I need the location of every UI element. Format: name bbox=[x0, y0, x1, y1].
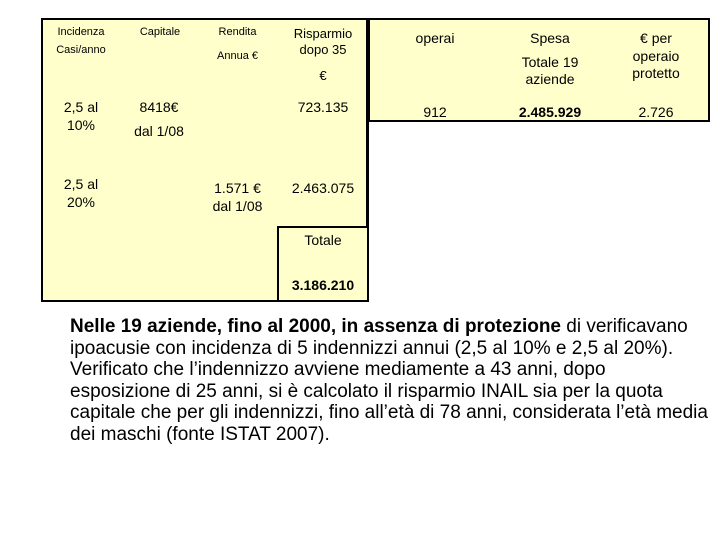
header-spesa: Spesa Totale 19 aziende bbox=[521, 30, 579, 87]
header-capitale: Capitale bbox=[139, 26, 181, 38]
row2-risparmio: 2.463.075 bbox=[291, 180, 355, 196]
header-operai: operai bbox=[415, 30, 455, 46]
header-per-operaio: € per operaio protetto bbox=[632, 30, 680, 81]
value-per-operaio: 2.726 bbox=[638, 104, 674, 120]
header-incidenza: Incidenza Casi/anno bbox=[56, 26, 106, 56]
header-rendita: Rendita Annua € bbox=[217, 26, 258, 62]
row2-rendita: 1.571 € dal 1/08 bbox=[212, 180, 263, 214]
paragraph-bold-lead: Nelle 19 aziende, fino al 2000, in assenza di protezione bbox=[70, 316, 562, 337]
header-risparmio: Risparmio dopo 35 € bbox=[293, 26, 353, 83]
total-cell: Totale 3.186.210 bbox=[291, 232, 355, 293]
row2-incidenza: 2,5 al 20% bbox=[63, 176, 99, 210]
row1-capitale: 8418€ dal 1/08 bbox=[134, 99, 184, 139]
paragraph-text: di verificavano ipoacusie con incidenza di 5 indennizzi annui (2,5 al 10% e 2,5 al 20%). Verificato che l’indennizzo avviene mediamente a 43 anni, dopo esposizione di 25 anni, si è calcolato il risparmio INAIL sia per la quota capitale che per gli indennizzi, fino all’età di 78 anni, considerata l’età media dei maschi (fonte ISTAT 2007). bbox=[70, 316, 708, 445]
value-spesa: 2.485.929 bbox=[518, 104, 582, 120]
row1-incidenza: 2,5 al 10% bbox=[63, 99, 99, 133]
left-table-total-divider bbox=[277, 226, 369, 228]
row1-risparmio: 723.135 bbox=[297, 99, 349, 115]
description-paragraph bbox=[70, 316, 710, 445]
value-operai: 912 bbox=[423, 104, 447, 120]
